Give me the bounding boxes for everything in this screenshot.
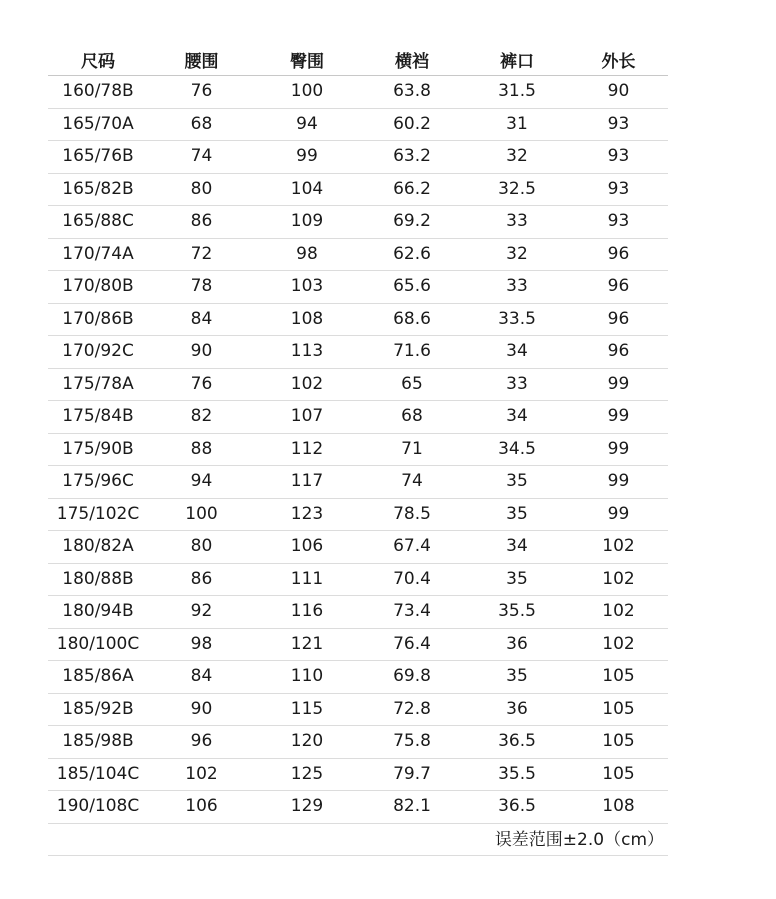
table-row — [48, 564, 668, 597]
cell-hip: 125 — [290, 763, 324, 784]
cell-size: 165/70A — [62, 113, 134, 134]
table-row — [48, 791, 668, 824]
table-row — [48, 596, 668, 629]
table-body — [48, 76, 668, 824]
cell-outseam: 96 — [607, 243, 630, 264]
cell-size: 190/108C — [56, 796, 140, 817]
cell-thigh: 71 — [401, 438, 423, 459]
cell-waist: 76 — [190, 373, 213, 394]
cell-hem: 35 — [506, 471, 528, 492]
cell-hem: 33 — [506, 211, 528, 232]
cell-waist: 82 — [190, 406, 213, 427]
cell-thigh: 74 — [401, 471, 423, 492]
cell-hip: 109 — [290, 211, 324, 232]
table-row — [48, 206, 668, 239]
table-row — [48, 531, 668, 564]
header-outseam: 外长 — [601, 52, 636, 72]
cell-outseam: 102 — [602, 601, 635, 622]
cell-hip: 120 — [290, 731, 324, 752]
cell-hem: 32 — [506, 243, 528, 264]
cell-hip: 103 — [290, 276, 324, 297]
cell-thigh: 70.4 — [393, 568, 431, 589]
cell-size: 175/78A — [62, 373, 134, 394]
table-row — [48, 369, 668, 402]
cell-outseam: 102 — [602, 568, 635, 589]
cell-thigh: 73.4 — [393, 601, 431, 622]
cell-hip: 94 — [296, 113, 318, 134]
cell-hem: 33 — [506, 276, 528, 297]
cell-hem: 35 — [506, 503, 528, 524]
size-chart-table — [48, 44, 668, 856]
cell-size: 185/104C — [56, 763, 140, 784]
cell-waist: 102 — [185, 763, 218, 784]
cell-size: 160/78B — [62, 81, 134, 102]
cell-outseam: 102 — [602, 633, 635, 654]
cell-hem: 36 — [506, 698, 528, 719]
cell-hem: 31.5 — [498, 81, 536, 102]
cell-thigh: 68.6 — [393, 308, 431, 329]
cell-hip: 98 — [296, 243, 318, 264]
cell-thigh: 79.7 — [393, 763, 431, 784]
table-row — [48, 661, 668, 694]
cell-outseam: 99 — [607, 373, 630, 394]
table-note-row — [48, 824, 668, 856]
cell-thigh: 76.4 — [393, 633, 431, 654]
cell-hip: 112 — [290, 438, 324, 459]
cell-outseam: 99 — [607, 471, 630, 492]
table-row — [48, 726, 668, 759]
cell-hip: 123 — [290, 503, 324, 524]
cell-thigh: 69.2 — [393, 211, 431, 232]
cell-hem: 36.5 — [498, 796, 536, 817]
cell-hem: 36.5 — [498, 731, 536, 752]
cell-hip: 121 — [290, 633, 324, 654]
cell-outseam: 93 — [607, 178, 630, 199]
cell-hip: 110 — [290, 666, 324, 687]
cell-outseam: 105 — [602, 698, 635, 719]
cell-waist: 74 — [190, 146, 213, 167]
table-row — [48, 239, 668, 272]
cell-hip: 117 — [290, 471, 324, 492]
cell-waist: 86 — [190, 568, 213, 589]
cell-waist: 80 — [190, 536, 213, 557]
cell-hem: 35.5 — [498, 763, 536, 784]
cell-waist: 88 — [190, 438, 213, 459]
header-size: 尺码 — [81, 52, 115, 72]
cell-hem: 36 — [506, 633, 528, 654]
table-row — [48, 759, 668, 792]
cell-outseam: 96 — [607, 276, 630, 297]
table-row — [48, 466, 668, 499]
cell-thigh: 62.6 — [393, 243, 431, 264]
table-row — [48, 141, 668, 174]
cell-thigh: 60.2 — [393, 113, 431, 134]
cell-size: 175/90B — [62, 438, 134, 459]
cell-hip: 111 — [290, 568, 324, 589]
cell-hem: 34 — [506, 406, 528, 427]
cell-outseam: 102 — [602, 536, 635, 557]
cell-size: 170/74A — [62, 243, 134, 264]
cell-waist: 84 — [190, 666, 213, 687]
table-row — [48, 174, 668, 207]
cell-outseam: 105 — [602, 763, 635, 784]
cell-hem: 35.5 — [498, 601, 536, 622]
cell-outseam: 99 — [607, 438, 630, 459]
cell-size: 165/88C — [62, 211, 134, 232]
cell-waist: 78 — [190, 276, 213, 297]
cell-thigh: 66.2 — [393, 178, 431, 199]
cell-size: 170/92C — [62, 341, 134, 362]
cell-hem: 34.5 — [498, 438, 536, 459]
cell-hem: 32.5 — [498, 178, 536, 199]
cell-waist: 106 — [185, 796, 218, 817]
cell-hip: 99 — [296, 146, 318, 167]
header-thigh: 横裆 — [395, 52, 429, 72]
header-hem: 裤口 — [500, 52, 534, 72]
cell-hem: 31 — [506, 113, 528, 134]
cell-waist: 80 — [190, 178, 213, 199]
cell-size: 185/98B — [62, 731, 134, 752]
table-row — [48, 336, 668, 369]
cell-thigh: 69.8 — [393, 666, 431, 687]
cell-waist: 92 — [190, 601, 213, 622]
header-hip: 臀围 — [290, 52, 324, 72]
cell-thigh: 65.6 — [393, 276, 431, 297]
cell-thigh: 65 — [401, 373, 423, 394]
cell-hem: 35 — [506, 666, 528, 687]
cell-outseam: 93 — [607, 146, 630, 167]
cell-hem: 32 — [506, 146, 528, 167]
cell-size: 185/86A — [62, 666, 134, 687]
cell-outseam: 90 — [607, 81, 630, 102]
cell-hem: 35 — [506, 568, 528, 589]
cell-thigh: 67.4 — [393, 536, 431, 557]
cell-size: 180/88B — [62, 568, 134, 589]
cell-waist: 90 — [190, 341, 213, 362]
cell-size: 170/80B — [62, 276, 134, 297]
cell-outseam: 105 — [602, 731, 635, 752]
header-waist: 腰围 — [184, 52, 219, 72]
table-row — [48, 109, 668, 142]
cell-outseam: 99 — [607, 406, 630, 427]
cell-size: 180/100C — [56, 633, 140, 654]
cell-thigh: 68 — [401, 406, 423, 427]
tolerance-note: 误差范围±2.0（cm） — [494, 829, 664, 850]
cell-hem: 33.5 — [498, 308, 536, 329]
cell-thigh: 78.5 — [393, 503, 431, 524]
cell-outseam: 105 — [602, 666, 635, 687]
cell-waist: 72 — [190, 243, 213, 264]
table-row — [48, 76, 668, 109]
cell-size: 180/82A — [62, 536, 134, 557]
cell-waist: 96 — [190, 731, 213, 752]
cell-hem: 34 — [506, 341, 528, 362]
cell-outseam: 96 — [607, 308, 630, 329]
cell-thigh: 72.8 — [393, 698, 431, 719]
cell-hip: 113 — [290, 341, 324, 362]
cell-size: 175/84B — [62, 406, 134, 427]
table-row — [48, 694, 668, 727]
cell-size: 175/102C — [56, 503, 140, 524]
cell-thigh: 63.2 — [393, 146, 431, 167]
cell-size: 170/86B — [62, 308, 134, 329]
cell-waist: 84 — [190, 308, 213, 329]
cell-waist: 76 — [190, 81, 213, 102]
cell-waist: 94 — [190, 471, 213, 492]
cell-hip: 107 — [290, 406, 324, 427]
table-row — [48, 401, 668, 434]
table-row — [48, 629, 668, 662]
cell-hip: 108 — [290, 308, 324, 329]
cell-thigh: 82.1 — [393, 796, 431, 817]
table-header-row — [48, 44, 668, 76]
cell-waist: 90 — [190, 698, 213, 719]
table-row — [48, 304, 668, 337]
cell-size: 165/82B — [62, 178, 134, 199]
cell-hip: 104 — [290, 178, 324, 199]
cell-waist: 86 — [190, 211, 213, 232]
cell-hem: 34 — [506, 536, 528, 557]
cell-outseam: 96 — [607, 341, 630, 362]
cell-outseam: 99 — [607, 503, 630, 524]
cell-size: 165/76B — [62, 146, 134, 167]
cell-outseam: 93 — [607, 113, 630, 134]
cell-thigh: 63.8 — [393, 81, 431, 102]
cell-size: 180/94B — [62, 601, 134, 622]
table-row — [48, 434, 668, 467]
cell-size: 175/96C — [62, 471, 134, 492]
table-row — [48, 271, 668, 304]
cell-waist: 100 — [185, 503, 218, 524]
cell-waist: 98 — [190, 633, 213, 654]
cell-hip: 115 — [290, 698, 324, 719]
cell-hem: 33 — [506, 373, 528, 394]
cell-hip: 102 — [290, 373, 324, 394]
table-row — [48, 499, 668, 532]
cell-outseam: 108 — [602, 796, 635, 817]
cell-hip: 106 — [290, 536, 324, 557]
cell-hip: 129 — [290, 796, 324, 817]
cell-size: 185/92B — [62, 698, 134, 719]
cell-thigh: 75.8 — [393, 731, 431, 752]
cell-outseam: 93 — [607, 211, 630, 232]
cell-thigh: 71.6 — [393, 341, 431, 362]
cell-waist: 68 — [190, 113, 213, 134]
cell-hip: 116 — [290, 601, 324, 622]
cell-hip: 100 — [290, 81, 324, 102]
